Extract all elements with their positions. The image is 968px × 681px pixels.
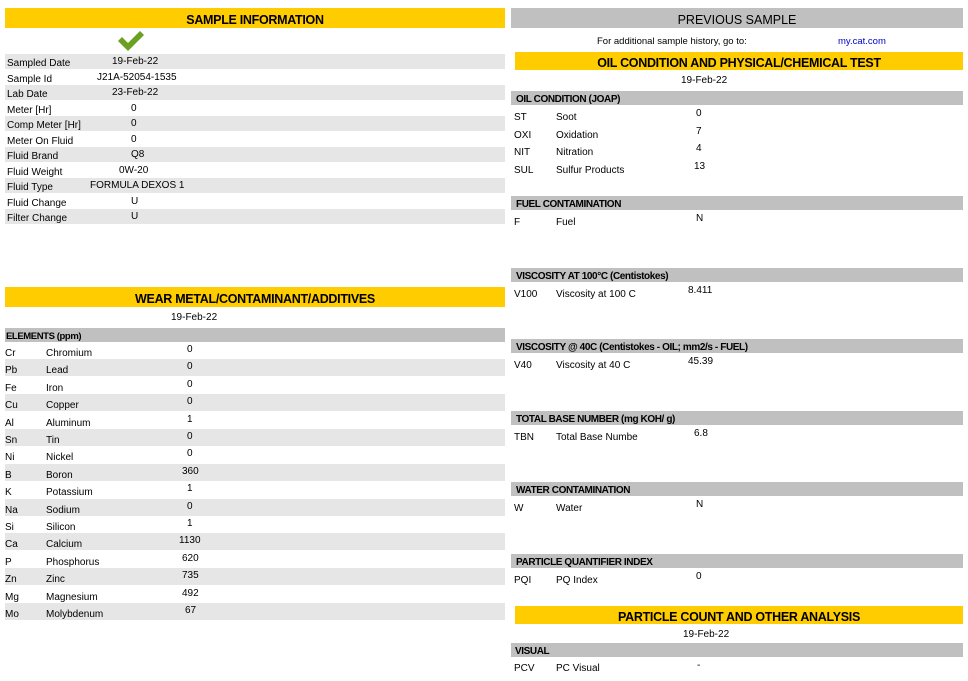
oil-param-value: 6.8: [694, 428, 708, 439]
element-row: [5, 446, 505, 463]
element-row: [5, 359, 505, 376]
element-symbol: K: [5, 487, 12, 498]
element-value: 0: [187, 361, 193, 372]
oil-section-title: PARTICLE QUANTIFIER INDEX: [516, 557, 653, 568]
element-name: Magnesium: [46, 592, 98, 603]
oil-param-value: 0: [696, 571, 702, 582]
sample-info-label: Fluid Weight: [7, 167, 63, 178]
my-cat-link[interactable]: my.cat.com: [838, 36, 886, 47]
sample-info-value: 0: [131, 118, 137, 129]
element-name: Aluminum: [46, 418, 91, 429]
sample-info-row: [5, 147, 505, 162]
oil-param-code: V100: [514, 289, 538, 300]
oil-param-row: [511, 106, 963, 122]
oil-param-name: Sulfur Products: [556, 164, 625, 176]
element-name: Iron: [46, 383, 64, 394]
element-row: [5, 429, 505, 446]
oil-param-name: Total Base Numbe: [556, 432, 638, 443]
oil-param-name: Soot: [556, 112, 577, 123]
oil-param-name: Viscosity at 40 C: [556, 360, 631, 371]
element-symbol: Zn: [5, 574, 17, 585]
sample-info-label: Lab Date: [7, 89, 48, 100]
element-name: Boron: [46, 470, 73, 481]
sample-info-row: [5, 132, 505, 147]
oil-param-name: Fuel: [556, 217, 576, 228]
element-name: Silicon: [46, 522, 76, 533]
element-name: Nickel: [46, 452, 74, 463]
element-value: 1: [187, 483, 193, 494]
sample-info-value: 0: [131, 103, 137, 114]
oil-section-title: FUEL CONTAMINATION: [516, 199, 622, 210]
oil-param-value: 7: [696, 125, 702, 137]
oil-param-code: F: [514, 217, 521, 228]
oil-param-name: Water: [556, 503, 583, 514]
element-name: Chromium: [46, 348, 93, 359]
oil-section-header: [511, 482, 963, 496]
element-symbol: Mg: [5, 592, 19, 603]
sample-info-row: [5, 209, 505, 224]
oil-section-title: TOTAL BASE NUMBER (mg KOH/ g): [516, 414, 675, 425]
history-line: [511, 36, 963, 50]
oil-section-title: WATER CONTAMINATION: [516, 485, 631, 496]
oil-param-row: [511, 426, 963, 442]
element-value: 0: [187, 344, 193, 355]
oil-param-code: TBN: [514, 432, 534, 443]
element-value: 0: [187, 396, 193, 407]
oil-param-code: SUL: [514, 164, 534, 176]
element-symbol: Ca: [5, 539, 18, 550]
oil-param-code: PQI: [514, 575, 532, 586]
oil-param-value: N: [696, 499, 704, 510]
element-symbol: B: [5, 470, 12, 481]
oil-param-row: [511, 159, 963, 175]
element-row: [5, 481, 505, 498]
visual-section-title: VISUAL: [515, 646, 550, 657]
oil-section-header: [511, 554, 963, 568]
element-row: [5, 412, 505, 429]
oil-param-value: N: [696, 213, 704, 224]
visual-param-row: [511, 658, 963, 674]
sample-info-value: FORMULA DEXOS 1: [90, 180, 185, 191]
element-value: 0: [187, 448, 193, 459]
oil-section-title: VISCOSITY @ 40C (Centistokes - OIL; mm2/s - FUEL): [516, 342, 748, 353]
element-value: 0: [187, 379, 193, 390]
check-mark: [118, 31, 144, 51]
element-name: Zinc: [46, 574, 65, 585]
sample-info-row: [5, 194, 505, 209]
oil-param-value: 8.411: [688, 285, 713, 296]
element-row: [5, 603, 505, 620]
sample-info-value: Q8: [131, 149, 145, 160]
oil-param-value: 45.39: [688, 356, 714, 367]
oil-param-code: OXI: [514, 129, 532, 141]
sample-info-row: [5, 85, 505, 100]
element-name: Lead: [46, 365, 69, 376]
oil-param-code: ST: [514, 112, 527, 123]
oil-section-header: [511, 339, 963, 353]
element-name: Sodium: [46, 505, 80, 516]
sample-info-row: [5, 178, 505, 193]
pass-check-icon: [117, 30, 145, 52]
sample-info-value: 19-Feb-22: [112, 56, 159, 67]
sample-info-row: [5, 163, 505, 178]
oil-param-row: [511, 569, 963, 585]
element-value: 492: [182, 588, 199, 599]
element-name: Phosphorus: [46, 557, 100, 568]
sample-info-label: Sampled Date: [7, 58, 71, 69]
oil-section-header: [511, 268, 963, 282]
element-value: 620: [182, 553, 199, 564]
sample-info-label: Fluid Change: [7, 198, 67, 209]
element-row: [5, 342, 505, 359]
oil-param-row: [511, 354, 963, 370]
sample-info-value: U: [131, 196, 139, 207]
sample-information-header: SAMPLE INFORMATION: [5, 8, 505, 28]
visual-param-value: -: [697, 660, 701, 671]
sample-info-label: Filter Change: [7, 213, 68, 224]
sample-info-value: 0: [131, 134, 137, 145]
element-value: 1: [187, 518, 193, 529]
oil-param-name: PQ Index: [556, 575, 598, 586]
particle-date: 19-Feb-22: [683, 629, 730, 640]
element-symbol: Mo: [5, 609, 19, 620]
history-text: For additional sample history, go to:: [597, 36, 747, 47]
sample-info-row: [5, 101, 505, 116]
elements-section-header: [5, 328, 505, 342]
visual-param-name: PC Visual: [556, 663, 600, 674]
element-symbol: Ni: [5, 452, 15, 463]
element-value: 1130: [179, 535, 201, 546]
element-symbol: Cu: [5, 400, 18, 411]
oil-section-header: [511, 196, 963, 210]
element-name: Molybdenum: [46, 609, 104, 620]
oil-condition-header: OIL CONDITION AND PHYSICAL/CHEMICAL TEST: [515, 52, 963, 70]
sample-info-row: [5, 116, 505, 131]
element-name: Calcium: [46, 539, 83, 550]
oil-param-value: 13: [694, 160, 706, 172]
oil-section-header: [511, 91, 963, 105]
element-name: Copper: [46, 400, 79, 411]
oil-param-name: Oxidation: [556, 129, 599, 141]
sample-info-value: 23-Feb-22: [112, 87, 159, 98]
element-name: Tin: [46, 435, 60, 446]
oil-section-title: OIL CONDITION (JOAP): [516, 94, 621, 105]
element-symbol: Al: [5, 418, 14, 429]
sample-info-row: [5, 70, 505, 85]
element-value: 360: [182, 466, 199, 477]
sample-info-value: J21A-52054-1535: [97, 72, 177, 83]
element-value: 0: [187, 431, 193, 442]
oil-param-row: [511, 211, 963, 227]
sample-info-row: [5, 54, 505, 69]
element-row: [5, 464, 505, 481]
oil-param-name: Nitration: [556, 147, 594, 159]
element-row: [5, 499, 505, 516]
oil-param-code: NIT: [514, 147, 531, 159]
element-value: 1: [187, 414, 193, 425]
oil-section-title: VISCOSITY AT 100°C (Centistokes): [516, 271, 669, 282]
sample-info-label: Meter [Hr]: [7, 105, 52, 116]
wear-date: 19-Feb-22: [171, 312, 218, 323]
oil-param-row: [511, 497, 963, 513]
wear-metal-header: WEAR METAL/CONTAMINANT/ADDITIVES: [5, 287, 505, 307]
element-symbol: Pb: [5, 365, 18, 376]
oil-param-row: [511, 283, 963, 299]
element-row: [5, 516, 505, 533]
element-row: [5, 586, 505, 603]
element-symbol: Si: [5, 522, 14, 533]
element-value: 0: [187, 501, 193, 512]
element-row: [5, 533, 505, 550]
element-symbol: Sn: [5, 435, 18, 446]
oil-param-value: 0: [696, 108, 702, 119]
sample-info-value: 0W-20: [119, 165, 149, 176]
oil-param-value: 4: [696, 143, 702, 155]
elements-section-title: ELEMENTS (ppm): [6, 331, 82, 342]
element-row: [5, 394, 505, 411]
oil-param-row: [511, 141, 963, 157]
sample-info-label: Sample Id: [7, 74, 53, 85]
element-symbol: Fe: [5, 383, 17, 394]
oil-date: 19-Feb-22: [681, 75, 728, 86]
element-symbol: Cr: [5, 348, 16, 359]
element-symbol: P: [5, 557, 12, 568]
oil-section-header: [511, 411, 963, 425]
oil-param-code: W: [514, 503, 524, 514]
element-name: Potassium: [46, 487, 93, 498]
element-symbol: Na: [5, 505, 18, 516]
visual-param-code: PCV: [514, 663, 535, 674]
element-value: 67: [185, 605, 197, 616]
element-row: [5, 377, 505, 394]
element-value: 735: [182, 570, 199, 581]
element-row: [5, 551, 505, 568]
sample-info-label: Fluid Type: [7, 182, 53, 193]
oil-param-name: Viscosity at 100 C: [556, 289, 636, 300]
particle-count-header: PARTICLE COUNT AND OTHER ANALYSIS: [515, 606, 963, 624]
sample-info-label: Meter On Fluid: [7, 136, 74, 147]
visual-section-header: [511, 643, 963, 657]
oil-param-code: V40: [514, 360, 532, 371]
sample-info-label: Comp Meter [Hr]: [7, 120, 81, 131]
previous-sample-header: PREVIOUS SAMPLE: [511, 8, 963, 28]
element-row: [5, 568, 505, 585]
sample-info-label: Fluid Brand: [7, 151, 59, 162]
sample-info-value: U: [131, 211, 139, 222]
oil-param-row: [511, 124, 963, 140]
